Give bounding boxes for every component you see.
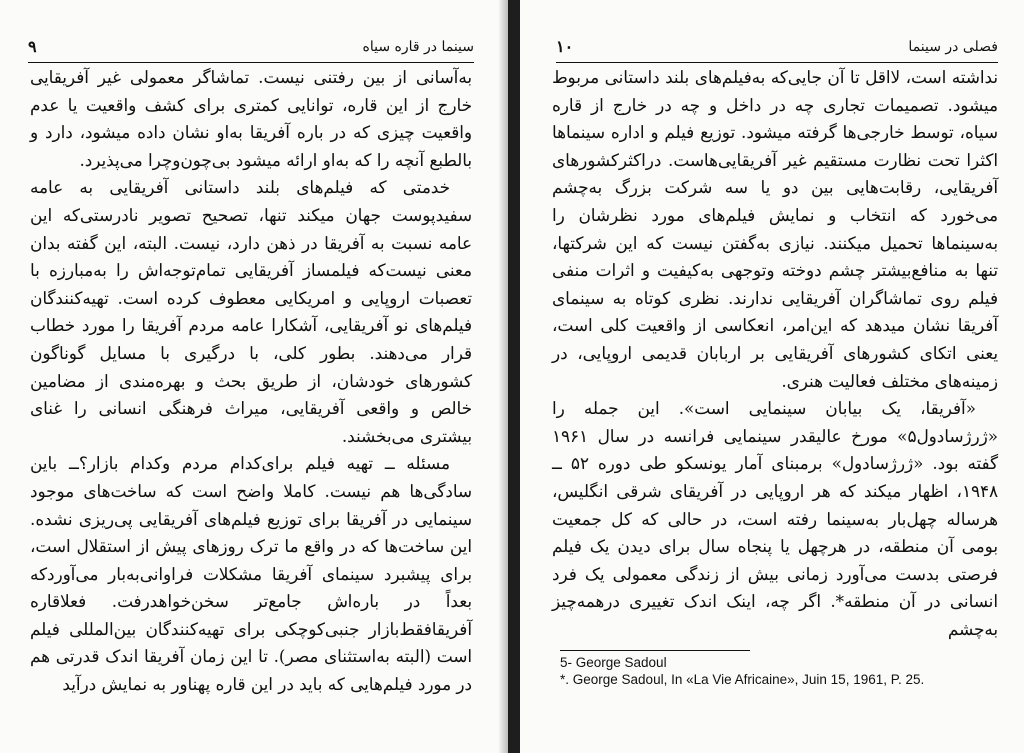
paragraph: نداشته است، لااقل تا آن جایی‌که به‌فیلم‌های بلند داستانی مربوط میشود. تصمیمات تجاری چه در داخل و چه در خارج از قاره سیاه، توسط خارجی‌ها گرفته میشود. توزیع فیلم و اداره سینماها اکثرا تحت نظارت مستقیم غیر آفریقایی‌هاست. دراکثرکشورهای آفریقایی، رقابت‌هایی بین دو یا سه شرکت بزرگ به‌چشم می‌خورد که انتخاب و نمایش فیلم‌های مورد نظرشان را به‌سینماها تحمیل میکنند. نیازی به‌گفتن نیست که این شرکتها، تنها به منافع‌بیشتر چشم دوخته وتوجهی به‌کیفیت و اثرات منفی فیلم روی تماشاگران آفریقایی ندارند. نظری کوتاه به سینمای آفریقا نشان میدهد که این‌امر، انعکاسی از واقعیت کلی است، یعنی اتکای کشورهای آفریقایی بر اربابان قدیمی اروپایی، در زمینه‌های مختلف فعالیت هنری.: [552, 67, 998, 391]
footnotes: [560, 654, 996, 688]
paragraph: مسئله ــ تهیه فیلم برای‌کدام مردم وکدام بازار؟ــ باین سادگی‌ها هم نیست. کاملا واضح است که ساخت‌های موجود سینمایی در آفریقا برای توزیع فیلم‌های آفریقایی پی‌ریزی نشده. این ساخت‌ها که در واقع ما ترک روزهای پیش از استقلال است، برای پیشبرد سینمای آفریقا مشکلات فراوانی‌به‌بار می‌آوردکه بعداً در باره‌اش جامع‌تر سخن‌خواهدرفت. فعلاقاره آفریقافقط‌بازار جنبی‌کوچکی برای تهیه‌کنندگان بین‌المللی فیلم است (البته به‌استثنای مصر). تا این زمان آفریقا اندک قدرتی هم در مورد فیلم‌هایی که باید در این قاره پهناور به نمایش درآید: [30, 453, 472, 695]
page-body: [30, 64, 472, 699]
paragraph: خدمتی که فیلم‌های بلند داستانی آفریقایی به عامه سفیدپوست جهان میکند تنها، تصحیح تصویر نادرستی‌که این عامه نسبت به آفریقا در ذهن دارد، نیست. البته، این گفته بدان معنی نیست‌که فیلمساز آفریقایی تمام‌توجه‌اش را به‌مبارزه با تعصبات اروپایی و امریکایی معطوف کرده است. تهیه‌کنندگان فیلم‌های نو آفریقایی، آشکارا عامه مردم آفریقا را مورد خطاب قرار می‌دهند. بطور کلی، با درگیری با مسایل گوناگون کشورهای خودشان، از طریق بحث و بهره‌مندی از مضامین خالص و واقعی آفریقایی، میراث فرهنگی انسانی را غنای بیشتری می‌بخشند.: [30, 177, 472, 446]
footnote: 5- George Sadoul: [560, 655, 667, 670]
page-body: [552, 64, 998, 643]
footnote: *. George Sadoul, In «La Vie Africaine», Juin 15, 1961, P. 25.: [560, 672, 925, 687]
page-number: ۱۰: [556, 37, 574, 56]
footnote-divider: [560, 650, 750, 651]
paragraph: «آفریقا، یک بیابان سینمایی است». این جمله را «ژرژسادول۵» مورخ عالیقدر سینمایی فرانسه در سال ۱۹۶۱ گفته بود. «ژرژسادول» برمبنای آمار یونسکو طی دوره ۵۲ ــ ۱۹۴۸، اظهار میکند که هر اروپایی در آفریقای شرقی انگلیس، هرساله چهل‌بار به‌سینما رفته است، در حالی که کل جمعیت بومی آن منطقه، در هرچهل یا پنجاه سال برای دیدن یک فیلم فرصتی بدست می‌آورد زمانی بیش از زندگی معمولی یک فرد انسانی در آن منطقه*. اگر چه، اینک اندک تغییری درهمه‌چیز به‌چشم: [552, 398, 998, 639]
right-page: [520, 0, 1024, 753]
running-title: سینما در قاره سیاه: [362, 39, 474, 55]
running-title: فصلی در سینما: [908, 39, 998, 55]
page-number: ۹: [28, 37, 37, 56]
running-header: [556, 36, 998, 63]
running-header: [28, 36, 474, 63]
book-gutter: [508, 0, 520, 753]
paragraph: به‌آسانی از بین رفتنی نیست. تماشاگر معمولی غیر آفریقایی خارج از این قاره، توانایی کمتری برای کشف واقعیت یا عدم واقعیت چیزی که در باره آفریقا به‌او نشان داده میشود، دارد و بالطبع آنچه را که به‌او ارائه میشود بی‌چون‌وچرا می‌پذیرد.: [30, 67, 472, 170]
left-page: [0, 0, 508, 753]
page-shadow: [498, 0, 508, 753]
